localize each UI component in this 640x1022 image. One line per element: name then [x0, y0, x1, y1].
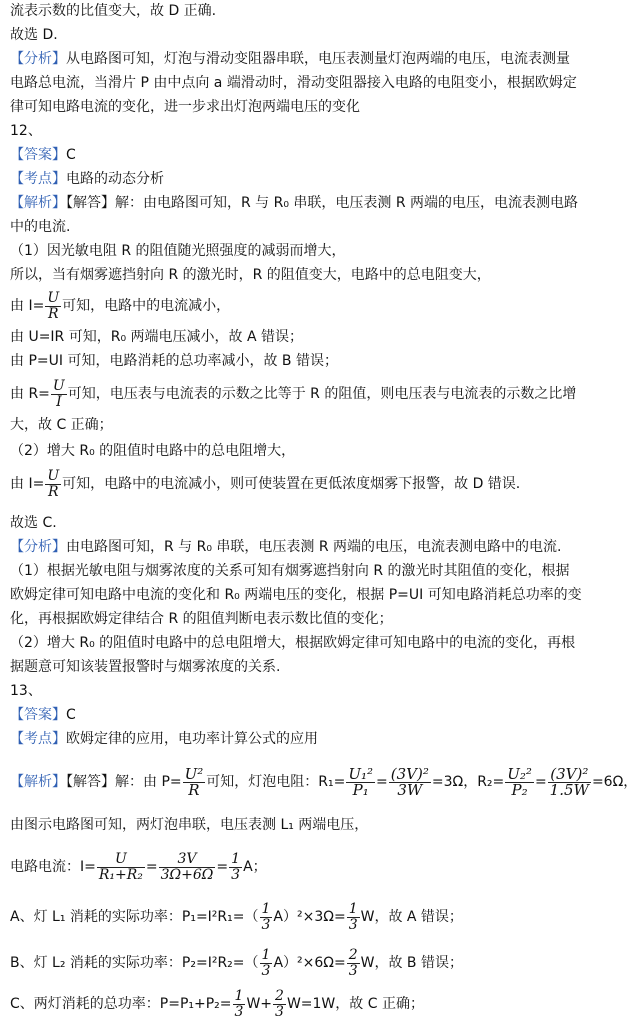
fraction-3v-over-15w: $\frac{\text{(3V)²}}{1.5W}$	[549, 764, 589, 799]
fraction-u2sq-over-p2: $\frac{\text{U₂²}}{\text{P₂}}$	[507, 764, 532, 799]
text-fragment: =6Ω，	[591, 774, 638, 790]
text-line: （2）增大 R₀ 的阻值时电路中的总电阻增大，根据欧姆定律可知电路中的电流的变化，再根	[10, 635, 576, 651]
text-fragment: W=1W，故 C 正确；	[286, 996, 424, 1012]
text-line: 欧姆定律可知电路中电流的变化和 R₀ 两端电压的变化，根据 P=UI 可知电路消耗总功率的变	[10, 587, 582, 603]
fraction-u-over-r: $\frac{U}{R}$	[47, 289, 60, 322]
text-line: 流表示数的比值变大，故 D 正确.	[10, 3, 217, 19]
text-fragment: A）²×3Ω=	[273, 909, 346, 925]
text-fragment: A；	[243, 859, 267, 875]
formula-line	[10, 290, 632, 322]
topic-text: 电路的动态分析	[66, 171, 164, 187]
text-fragment: A、灯 L₁ 消耗的实际功率：P₁=I²R₁=（	[10, 909, 259, 925]
fraction-one-third: $\frac{1}{3}$	[261, 900, 271, 933]
topic-line	[10, 728, 632, 750]
fraction-one-third: $\frac{1}{3}$	[348, 900, 358, 933]
text-line: 由 U=IR 可知，R₀ 两端电压减小，故 A 错误；	[10, 329, 304, 345]
text-line: 故选 D.	[10, 27, 58, 43]
text-fragment: 由 I=	[10, 476, 45, 492]
formula-line	[10, 944, 632, 982]
fraction-two-thirds: $\frac{2}{3}$	[348, 946, 358, 979]
text-line: （1）根据光敏电阻与烟雾浓度的关系可知有烟雾遮挡射向 R 的激光时其阻值的变化，根据	[10, 563, 570, 579]
text-fragment: 可知，电压表与电流表的示数之比等于 R 的阻值，则电压表与电流表的示数之比增	[67, 386, 577, 402]
topic-line	[10, 168, 632, 190]
fraction-u-over-r: $\frac{U}{R}$	[47, 467, 60, 500]
fraction-3v-over-3w: $\frac{\text{(3V)²}}{3W}$	[390, 764, 429, 799]
text-line	[10, 48, 632, 70]
fraction-one-third: $\frac{1}{3}$	[234, 987, 244, 1020]
answer-line	[10, 144, 632, 166]
text-line: 由 P=UI 可知，电路消耗的总功率减小，故 B 错误；	[10, 353, 338, 369]
text-line: 据题意可知该装置报警时与烟雾浓度的关系.	[10, 659, 281, 675]
formula-line: 电路电流：I= $\frac{U}{\text{R₁+R₂}}$ = $\frac{3V}{3\Omega+6\Omega}$ = $\frac{1}{3}$ A；	[10, 850, 267, 883]
analysis-line	[10, 536, 632, 558]
text-fragment: 由 I=	[10, 298, 45, 314]
formula-line: 【解析】【解答】解：由 P= $\frac{\text{U²}}{R}$ 可知，灯泡电阻：R₁= $\frac{\text{U₁²}}{\text{P₁}}$ = $\frac{\text{(3V)²}}{3W}$ =3Ω，R₂= $\frac{\text{U₂²}}{\text{P₂}}$ = $\frac{\text{(3V)²}}{1.5W}$ =6Ω，	[10, 764, 638, 799]
solution-line	[10, 192, 632, 214]
solution-tag: 【解析】	[10, 195, 66, 211]
question-number: 13、	[10, 683, 42, 699]
answer-tag: 【答案】	[10, 147, 66, 163]
fraction-u-over-i: $\frac{U}{I}$	[52, 377, 65, 410]
text-fragment: 可知，电路中的电流减小，	[62, 298, 231, 314]
text-fragment: W，故 B 错误；	[360, 955, 463, 971]
fraction-u2-over-r: $\frac{\text{U²}}{R}$	[184, 764, 204, 799]
text-fragment: 可知，灯泡电阻：R₁=	[206, 774, 346, 790]
analysis-text: 由电路图可知，R 与 R₀ 串联，电压表测 R 两端的电压，电流表测电路中的电流.	[66, 539, 562, 555]
text-fragment: 由 R=	[10, 386, 50, 402]
topic-tag: 【考点】	[10, 171, 66, 187]
text-line: 化，再根据欧姆定律结合 R 的阻值判断电表示数比值的变化；	[10, 611, 393, 627]
formula-line	[10, 898, 632, 936]
text-fragment: W+	[246, 996, 273, 1012]
fraction-u1sq-over-p1: $\frac{\text{U₁²}}{\text{P₁}}$	[348, 764, 374, 799]
text-line: 中的电流.	[10, 219, 71, 235]
text-line: 所以，当有烟雾遮挡射向 R 的激光时，R 的阻值变大，电路中的总电阻变大，	[10, 267, 491, 283]
text-fragment: 电路电流：I=	[10, 859, 96, 875]
topic-text: 欧姆定律的应用，电功率计算公式的应用	[66, 731, 318, 747]
text-line: 故选 C.	[10, 515, 57, 531]
fraction-two-thirds: $\frac{2}{3}$	[275, 987, 284, 1020]
text-line: 由图示电路图可知，两灯泡串联，电压表测 L₁ 两端电压，	[10, 817, 369, 833]
analysis-text: 从电路图可知，灯泡与滑动变阻器串联，电压表测量灯泡两端的电压，电流表测量	[66, 51, 570, 67]
fraction-one-third: $\frac{1}{3}$	[261, 946, 271, 979]
text-line: 大，故 C 正确；	[10, 417, 113, 433]
text-line: 电路总电流，当滑片 P 由中点向 a 端滑动时，滑动变阻器接入电路的电阻变小，根据欧姆定	[10, 75, 577, 91]
text-line: （1）因光敏电阻 R 的阻值随光照强度的减弱而增大，	[10, 243, 346, 259]
text-fragment: C、两灯消耗的总功率：P=P₁+P₂=	[10, 996, 232, 1012]
answer-line	[10, 704, 632, 726]
question-number: 12、	[10, 123, 42, 139]
topic-tag: 【考点】	[10, 731, 66, 747]
text-fragment: 可知，电路中的电流减小，则可使装置在更低浓度烟雾下报警，故 D 错误.	[62, 476, 521, 492]
answer-value: C	[66, 707, 76, 723]
formula-line	[10, 378, 632, 410]
answer-value: C	[66, 147, 76, 163]
fraction-3v-over-9ohm: $\frac{3V}{3\Omega+6\Omega}$	[160, 850, 214, 883]
text-fragment: W，故 A 错误；	[360, 909, 463, 925]
text-fragment: =3Ω，R₂=	[431, 774, 505, 790]
analysis-tag: 【分析】	[10, 539, 66, 555]
solution-tag: 【解析】	[10, 774, 66, 790]
solution-text: 【解答】解：由电路图可知，R 与 R₀ 串联，电压表测 R 两端的电压，电流表测电路	[66, 195, 579, 211]
text-fragment: A）²×6Ω=	[273, 955, 346, 971]
fraction-u-over-r12: $\frac{U}{\text{R₁+R₂}}$	[98, 850, 143, 883]
answer-tag: 【答案】	[10, 707, 66, 723]
formula-line	[10, 986, 632, 1022]
text-line: 律可知电路电流的变化，进一步求出灯泡两端电压的变化	[10, 99, 360, 115]
analysis-tag: 【分析】	[10, 51, 66, 67]
formula-line	[10, 468, 632, 500]
text-fragment: 【解答】解：由 P=	[66, 774, 182, 790]
text-line: （2）增大 R₀ 的阻值时电路中的总电阻增大，	[10, 443, 296, 459]
text-fragment: B、灯 L₂ 消耗的实际功率：P₂=I²R₂=（	[10, 955, 259, 971]
fraction-one-third: $\frac{1}{3}$	[231, 850, 241, 883]
